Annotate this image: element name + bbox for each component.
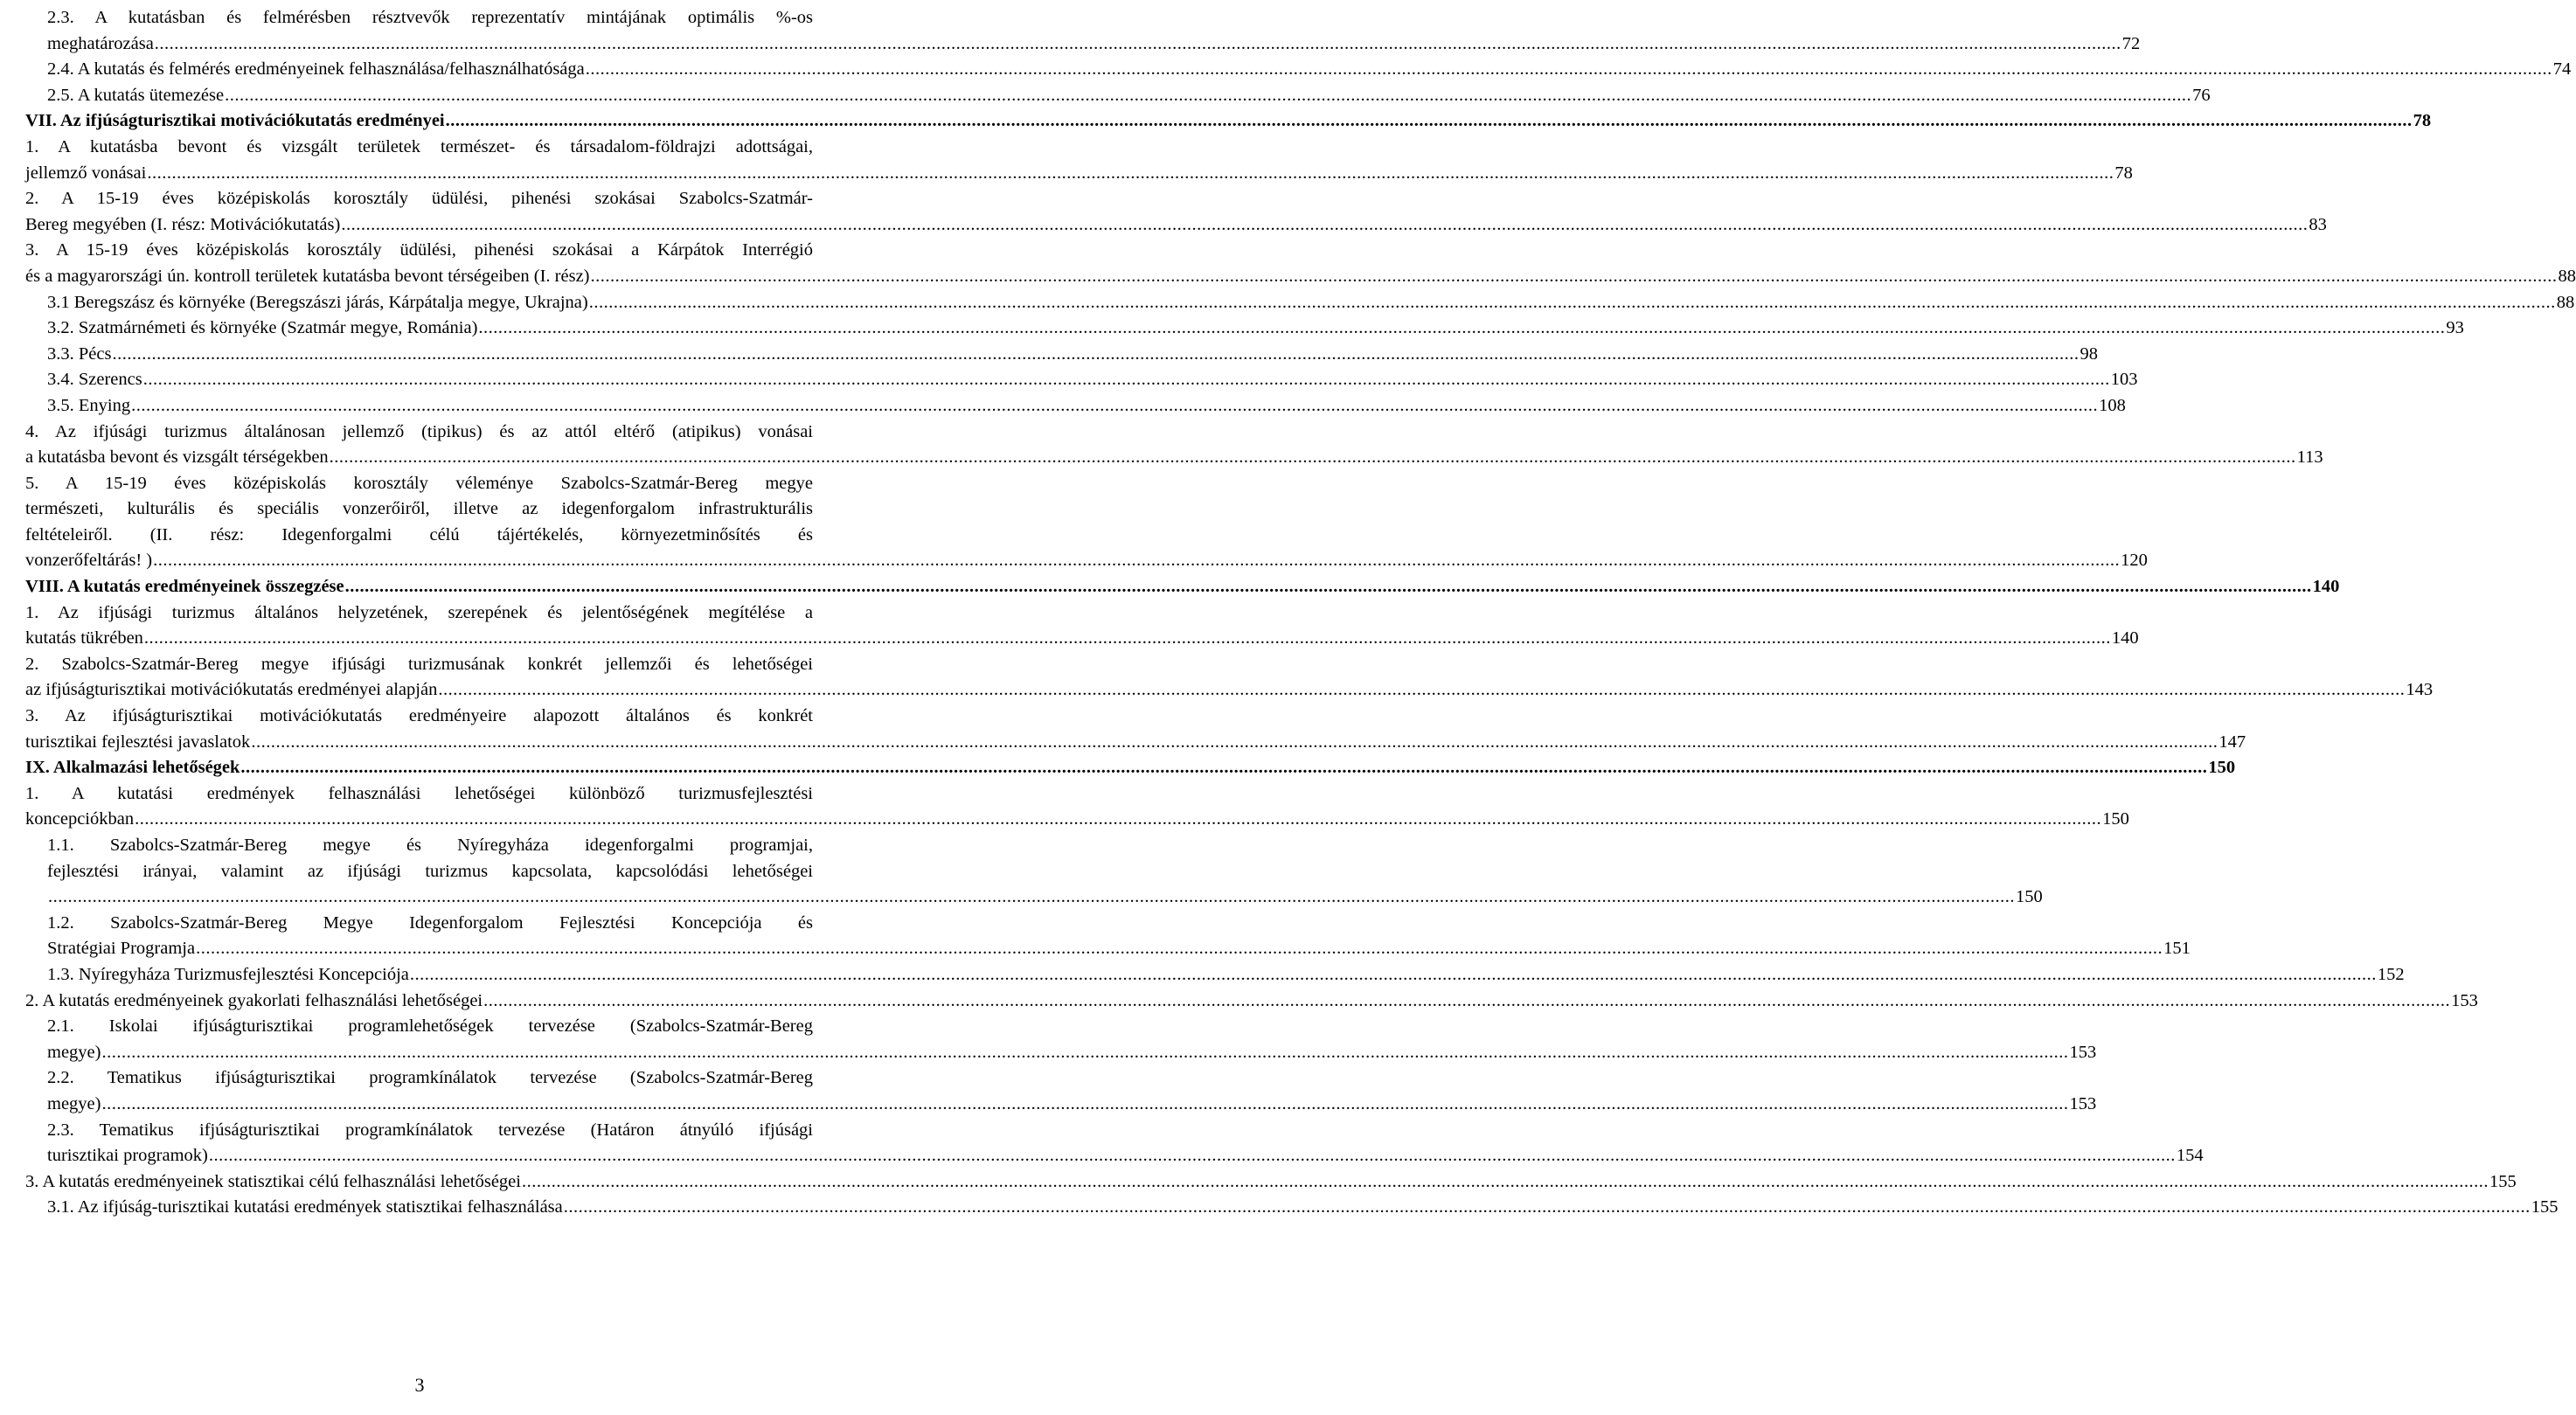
toc-entry[interactable] [25, 471, 2148, 574]
toc-entry-text-line: 2.1. Iskolai ifjúságturisztikai programlehetőségek tervezése (Szabolcs-Szatmár-Bereg [47, 1016, 813, 1037]
toc-entry[interactable] [25, 574, 2340, 600]
toc-entry-title: 3.1. Az ifjúság-turisztikai kutatási eredmények statisztikai felhasználása [47, 1197, 563, 1217]
toc-entry-text-line: 1. A kutatásba bevont és vizsgált területek természet- és társadalom-földrajzi adottságai, [25, 136, 813, 156]
toc-entry[interactable] [25, 988, 2478, 1015]
toc-entry-title: 1.3. Nyíregyháza Turizmusfejlesztési Koncepciója [47, 964, 409, 984]
toc-entry-leader-line [25, 445, 2323, 471]
toc-entry-title: 3.1 Beregszász és környéke (Beregszászi járás, Kárpátalja megye, Ukrajna) [47, 292, 588, 312]
toc-entry[interactable] [25, 755, 2236, 781]
toc-entry-leader-line [25, 574, 2340, 600]
toc-entry-leader-line [47, 367, 2138, 393]
dot-leader: ................................................................................................................................................................................................................................................................................................................................................................................................................ [341, 214, 2309, 234]
toc-entry-leader-line [47, 316, 2464, 342]
toc-entry-text-line: 1.1. Szabolcs-Szatmár-Bereg megye és Nyíregyháza idegenforgalmi programjai, [47, 836, 813, 855]
toc-entry[interactable] [25, 5, 2141, 57]
toc-entry-text-line: 2. Szabolcs-Szatmár-Bereg megye ifjúsági turizmusának konkrét jellemzői és lehetőségei [25, 654, 813, 674]
toc-entry-leader-line [47, 1143, 2204, 1169]
toc-entry-title: 3.5. Enying [47, 395, 131, 415]
toc-entry-leader-line [47, 1092, 2097, 1118]
dot-leader: ................................................................................................................................................................................................................................................................................................................................................................................................................ [153, 551, 2121, 571]
toc-entry-page-number: 154 [2176, 1146, 2204, 1166]
toc-entry-text-line: 5. A 15-19 éves középiskolás korosztály véleménye Szabolcs-Szatmár-Bereg megye [25, 473, 813, 493]
toc-entry-title: 2. A kutatás eredményeinek gyakorlati felhasználási lehetőségei [25, 990, 483, 1010]
toc-entry-title: jellemző vonásai [25, 163, 147, 183]
dot-leader: ................................................................................................................................................................................................................................................................................................................................................................................................................ [112, 343, 2080, 364]
toc-entry-text-line: 2.3. A kutatásban és felmérésben résztvevők reprezentatív mintájának optimális %-os [47, 8, 813, 27]
toc-entry-title: meghatározása [47, 33, 154, 53]
toc-entry-leader-line [25, 212, 2327, 239]
toc-entry-title: és a magyarországi ún. kontroll területek kutatásba bevont térségeiben (I. rész) [25, 266, 590, 286]
toc-entry-leader-line [25, 264, 2576, 290]
dot-leader: ................................................................................................................................................................................................................................................................................................................................................................................................................ [101, 1093, 2069, 1113]
toc-entry-leader-line [25, 807, 2129, 833]
dot-leader: ................................................................................................................................................................................................................................................................................................................................................................................................................ [225, 85, 2192, 105]
toc-entry-page-number: 88 [2556, 292, 2575, 312]
toc-entry-leader-line [47, 31, 2141, 58]
toc-entry[interactable] [25, 290, 2575, 316]
toc-entry-title: 3.3. Pécs [47, 343, 112, 364]
toc-entry-leader-line [25, 677, 2434, 704]
dot-leader: ................................................................................................................................................................................................................................................................................................................................................................................................................ [251, 732, 2218, 752]
toc-entry-title: kutatás tükrében [25, 628, 143, 649]
toc-entry[interactable] [25, 83, 2211, 109]
dot-leader: ................................................................................................................................................................................................................................................................................................................................................................................................................ [329, 447, 2296, 468]
toc-entry-text-line: 4. Az ifjúsági turizmus általánosan jellemző (tipikus) és az attól eltérő (atipikus) vonásai [25, 421, 813, 441]
dot-leader: ................................................................................................................................................................................................................................................................................................................................................................................................................ [135, 809, 2102, 829]
dot-leader: ................................................................................................................................................................................................................................................................................................................................................................................................................ [588, 292, 2556, 312]
dot-leader: ................................................................................................................................................................................................................................................................................................................................................................................................................ [154, 33, 2121, 53]
toc-entry-page-number: 153 [2451, 990, 2478, 1010]
dot-leader: ................................................................................................................................................................................................................................................................................................................................................................................................................ [142, 370, 2110, 390]
toc-entry-page-number: 151 [2163, 939, 2191, 959]
toc-entry-text-line: 1. Az ifjúsági turizmus általános helyzetének, szerepének és jelentőségének megítélése a [25, 602, 813, 622]
dot-leader: ................................................................................................................................................................................................................................................................................................................................................................................................................ [590, 266, 2558, 286]
toc-entry-leader-line [25, 548, 2148, 574]
toc-entry-leader-line [47, 1195, 2559, 1221]
toc-entry-title: VII. Az ifjúságturisztikai motivációkutatás eredményei [25, 111, 445, 131]
dot-leader: ................................................................................................................................................................................................................................................................................................................................................................................................................ [208, 1146, 2176, 1166]
toc-entry-title: 2.4. A kutatás és felmérés eredményeinek felhasználása/felhasználhatósága [47, 59, 585, 80]
toc-entry-page-number: 103 [2110, 370, 2138, 390]
toc-entry-title: turisztikai fejlesztési javaslatok [25, 732, 251, 752]
toc-entry[interactable] [25, 1169, 2517, 1196]
toc-entry-title: a kutatásba bevont és vizsgált térségekben [25, 447, 329, 468]
toc-entry-text-line: feltételeiről. (II. rész: Idegenforgalmi célú tájértékelés, környezetminősítés és [25, 524, 813, 544]
toc-entry-leader-line [25, 988, 2478, 1015]
toc-entry[interactable] [25, 1195, 2559, 1221]
toc-entry[interactable] [25, 911, 2191, 962]
toc-entry-title: megye) [47, 1042, 101, 1062]
toc-entry-title: VIII. A kutatás eredményeinek összegzése [25, 577, 344, 597]
toc-entry-page-number: 108 [2099, 395, 2126, 415]
toc-entry[interactable] [25, 704, 2246, 755]
toc-entry[interactable] [25, 342, 2098, 368]
toc-entry-title: az ifjúságturisztikai motivációkutatás eredményei alapján [25, 680, 438, 700]
dot-leader: ................................................................................................................................................................................................................................................................................................................................................................................................................ [143, 628, 2111, 649]
toc-entry-page-number: 155 [2489, 1171, 2517, 1191]
toc-entry[interactable] [25, 238, 2576, 289]
toc-entry-leader-line [25, 730, 2246, 756]
toc-entry-text-line: 2. A 15-19 éves középiskolás korosztály üdülési, pihenési szokásai Szabolcs-Szatmár- [25, 189, 813, 209]
toc-entry-title: vonzerőfeltárás! ) [25, 551, 153, 571]
dot-leader: ................................................................................................................................................................................................................................................................................................................................................................................................................ [521, 1171, 2489, 1191]
toc-entry-page-number: 143 [2406, 680, 2434, 700]
toc-entry-page-number: 88 [2558, 266, 2576, 286]
toc-entry-page-number: 78 [2114, 163, 2133, 183]
toc-entry[interactable] [25, 652, 2434, 704]
toc-entry-page-number: 152 [2377, 964, 2405, 984]
toc-entry-title: koncepciókban [25, 809, 135, 829]
toc-entry-page-number: 76 [2192, 85, 2211, 105]
toc-entry-title: 3.2. Szatmárnémeti és környéke (Szatmár megye, Románia) [47, 318, 478, 338]
toc-entry[interactable] [25, 1014, 2097, 1065]
toc-entry-leader-line [47, 962, 2405, 988]
toc-entry-text-line: fejlesztési irányai, valamint az ifjúsági turizmus kapcsolata, kapcsolódási lehetőségei [47, 861, 813, 881]
toc-entry-title: 2.5. A kutatás ütemezése [47, 85, 225, 105]
toc-entry[interactable] [25, 962, 2405, 988]
dot-leader: ................................................................................................................................................................................................................................................................................................................................................................................................................ [478, 318, 2446, 338]
toc-entry-title: turisztikai programok) [47, 1146, 208, 1166]
toc-entry-text-line: 3. A 15-19 éves középiskolás korosztály üdülési, pihenési szokásai a Kárpátok Interrégió [25, 240, 813, 260]
toc-entry-page-number: 150 [2102, 809, 2129, 829]
toc-entry[interactable] [25, 833, 2043, 911]
toc-entry[interactable] [25, 57, 2572, 83]
dot-leader: ................................................................................................................................................................................................................................................................................................................................................................................................................ [445, 111, 2413, 131]
toc-entry-text-line: 3. Az ifjúságturisztikai motivációkutatás eredményeire alapozott általános és konkrét [25, 706, 813, 726]
toc-entry[interactable] [25, 1065, 2097, 1117]
toc-entry-title: IX. Alkalmazási lehetőségek [25, 758, 240, 778]
toc-entry-page-number: 78 [2413, 111, 2432, 131]
toc-entry[interactable] [25, 600, 2139, 652]
toc-entry-page-number: 140 [2111, 628, 2139, 649]
toc-entry-leader-line [47, 884, 2043, 911]
dot-leader: ................................................................................................................................................................................................................................................................................................................................................................................................................ [585, 59, 2552, 80]
dot-leader: ................................................................................................................................................................................................................................................................................................................................................................................................................ [48, 887, 2015, 907]
toc-entry-leader-line [47, 83, 2211, 109]
toc-entry[interactable] [25, 367, 2138, 393]
toc-entry[interactable] [25, 316, 2464, 342]
toc-entry-title: megye) [47, 1093, 101, 1113]
toc-entry-text-line: természeti, kulturális és speciális vonzerőiről, illetve az idegenforgalom infrastrukturális [25, 499, 813, 519]
dot-leader: ................................................................................................................................................................................................................................................................................................................................................................................................................ [196, 939, 2163, 959]
toc-entry-leader-line [25, 108, 2432, 135]
dot-leader: ................................................................................................................................................................................................................................................................................................................................................................................................................ [563, 1197, 2531, 1217]
toc-entry[interactable] [25, 135, 2133, 186]
toc-entry-title: Bereg megyében (I. rész: Motivációkutatás) [25, 214, 341, 234]
toc-entry-page-number: 150 [2208, 758, 2236, 778]
toc-entry[interactable] [25, 781, 2129, 833]
toc-entry-title: Stratégiai Programja [47, 939, 196, 959]
dot-leader: ................................................................................................................................................................................................................................................................................................................................................................................................................ [438, 680, 2406, 700]
toc-entry-leader-line [47, 342, 2098, 368]
toc-entry-page-number: 155 [2531, 1197, 2559, 1217]
toc-entry-text-line: 1. A kutatási eredmények felhasználási lehetőségei különböző turizmusfejlesztési [25, 783, 813, 803]
toc-entry-title: 3.4. Szerencs [47, 370, 142, 390]
toc-entry-page-number: 93 [2446, 318, 2464, 338]
toc-entry-page-number: 153 [2069, 1042, 2097, 1062]
toc-entry-page-number: 150 [2016, 887, 2043, 907]
toc-entry-text-line: 2.3. Tematikus ifjúságturisztikai programkínálatok tervezése (Határon átnyúló ifjúsági [47, 1120, 813, 1140]
toc-entry[interactable] [25, 420, 2323, 471]
toc-entry-text-line: 2.2. Tematikus ifjúságturisztikai programkínálatok tervezése (Szabolcs-Szatmár-Bereg [47, 1068, 813, 1088]
toc-entry[interactable] [25, 108, 2432, 135]
toc-entry-leader-line [25, 755, 2236, 781]
toc-entry-leader-line [47, 1040, 2097, 1066]
toc-entry-leader-line [47, 290, 2575, 316]
toc-entry-page-number: 120 [2121, 551, 2148, 571]
dot-leader: ................................................................................................................................................................................................................................................................................................................................................................................................................ [240, 758, 2208, 778]
document-page [25, 0, 2576, 1415]
table-of-contents [25, 5, 2576, 1221]
toc-entry-page-number: 153 [2069, 1093, 2097, 1113]
toc-entry-leader-line [25, 626, 2139, 652]
toc-entry-page-number: 83 [2309, 214, 2327, 234]
toc-entry-page-number: 98 [2080, 343, 2098, 364]
dot-leader: ................................................................................................................................................................................................................................................................................................................................................................................................................ [344, 577, 2312, 597]
toc-entry[interactable] [25, 186, 2327, 238]
toc-entry-leader-line [47, 57, 2572, 83]
dot-leader: ................................................................................................................................................................................................................................................................................................................................................................................................................ [483, 990, 2451, 1010]
toc-entry[interactable] [25, 1118, 2204, 1169]
dot-leader: ................................................................................................................................................................................................................................................................................................................................................................................................................ [101, 1042, 2069, 1062]
toc-entry-leader-line [25, 161, 2133, 187]
dot-leader: ................................................................................................................................................................................................................................................................................................................................................................................................................ [131, 395, 2099, 415]
toc-entry-page-number: 113 [2296, 447, 2323, 468]
toc-entry-page-number: 74 [2552, 59, 2572, 80]
dot-leader: ................................................................................................................................................................................................................................................................................................................................................................................................................ [409, 964, 2377, 984]
toc-entry-page-number: 140 [2312, 577, 2340, 597]
toc-entry-leader-line [25, 1169, 2517, 1196]
toc-entry-text-line: 1.2. Szabolcs-Szatmár-Bereg Megye Idegenforgalom Fejlesztési Koncepciója és [47, 912, 813, 933]
toc-entry-title: 3. A kutatás eredményeinek statisztikai célú felhasználási lehetőségei [25, 1171, 521, 1191]
dot-leader: ................................................................................................................................................................................................................................................................................................................................................................................................................ [147, 163, 2114, 183]
toc-entry-leader-line [47, 936, 2191, 962]
page-number: 3 [414, 1374, 425, 1396]
toc-entry-page-number: 72 [2121, 33, 2141, 53]
toc-entry-leader-line [47, 393, 2126, 420]
toc-entry[interactable] [25, 393, 2126, 420]
toc-entry-page-number: 147 [2218, 732, 2246, 752]
